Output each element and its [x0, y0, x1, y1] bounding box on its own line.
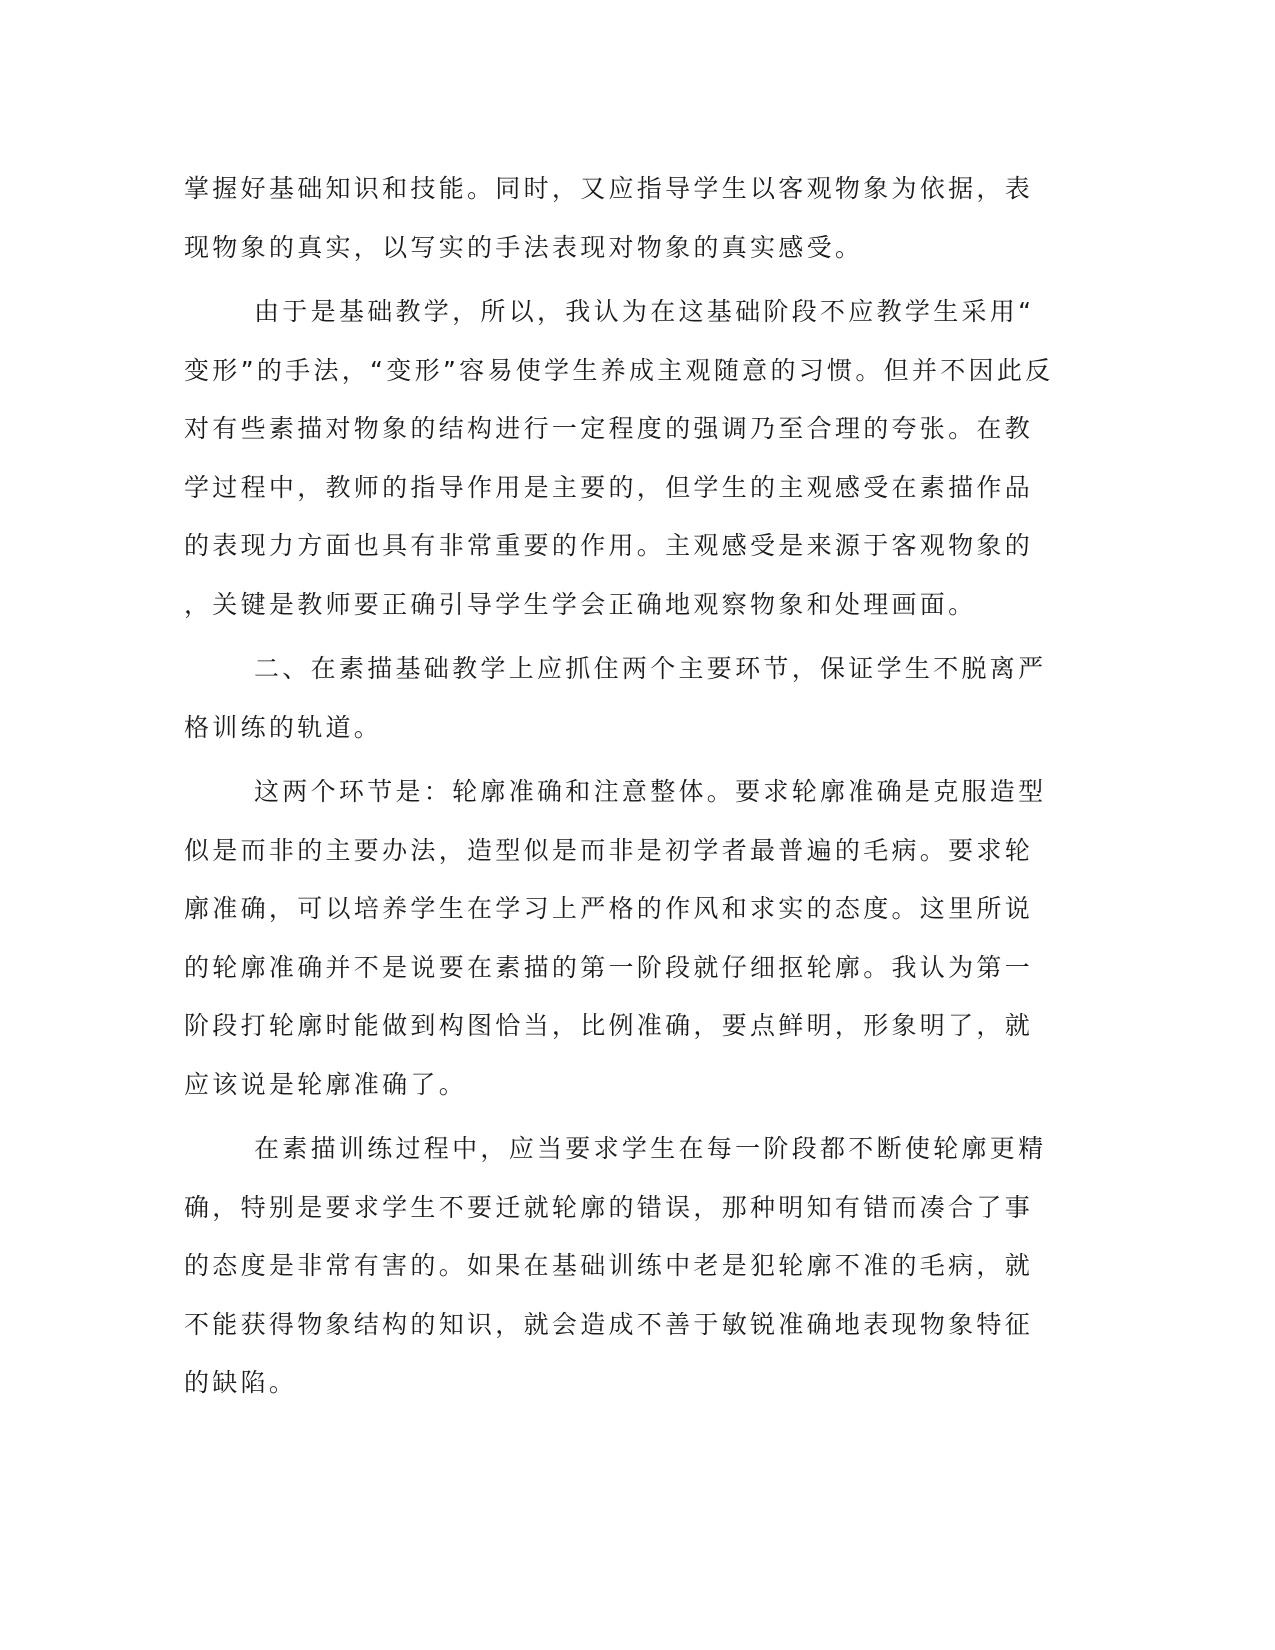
text-line: 的轮廓准确并不是说要在素描的第一阶段就仔细抠轮廓。我认为第一: [184, 952, 1034, 982]
text-line: 廓准确，可以培养学生在学习上严格的作风和求实的态度。这里所说: [184, 894, 1034, 923]
text-line: 格训练的轨道。: [184, 712, 383, 742]
text-line: 由于是基础教学，所以，我认为在这基础阶段不应教学生采用“: [254, 297, 1035, 326]
text-line: 现物象的真实，以写实的手法表现对物象的真实感受。: [184, 232, 864, 262]
text-line: 不能获得物象结构的知识，就会造成不善于敏锐准确地表现物象特征: [184, 1309, 1034, 1339]
text-line: 在素描训练过程中，应当要求学生在每一阶段都不断使轮廓更精: [254, 1134, 1047, 1163]
body-text: [184, 160, 1054, 1413]
text-line: 学过程中，教师的指导作用是主要的，但学生的主观感受在素描作品: [184, 472, 1034, 502]
text-line: ，关键是教师要正确引导学生学会正确地观察物象和处理画面。: [184, 589, 977, 619]
text-line: 对有些素描对物象的结构进行一定程度的强调乃至合理的夸张。在教: [184, 414, 1034, 443]
text-line: 确，特别是要求学生不要迁就轮廓的错误，那种明知有错而凑合了事: [184, 1192, 1034, 1222]
text-line: 阶段打轮廓时能做到构图恰当，比例准确，要点鲜明，形象明了，就: [184, 1011, 1034, 1040]
text-line: 的态度是非常有害的。如果在基础训练中老是犯轮廓不准的毛病，就: [184, 1251, 1034, 1280]
text-line: 这两个环节是：轮廓准确和注意整体。要求轮廓准确是克服造型: [254, 777, 1047, 806]
text-line: 的表现力方面也具有非常重要的作用。主观感受是来源于客观物象的: [184, 531, 1034, 560]
text-line: 掌握好基础知识和技能。同时，又应指导学生以客观物象为依据，表: [184, 174, 1034, 203]
text-line: 的缺陷。: [184, 1368, 298, 1397]
text-line: 似是而非的主要办法，造型似是而非是初学者最普遍的毛病。要求轮: [184, 835, 1034, 865]
text-line: 应该说是轮廓准确了。: [184, 1069, 468, 1099]
text-line: 变形”的手法，“变形”容易使学生养成主观随意的习惯。但并不因此反: [184, 355, 1054, 385]
text-line: 二、在素描基础教学上应抓住两个主要环节，保证学生不脱离严: [254, 654, 1047, 683]
